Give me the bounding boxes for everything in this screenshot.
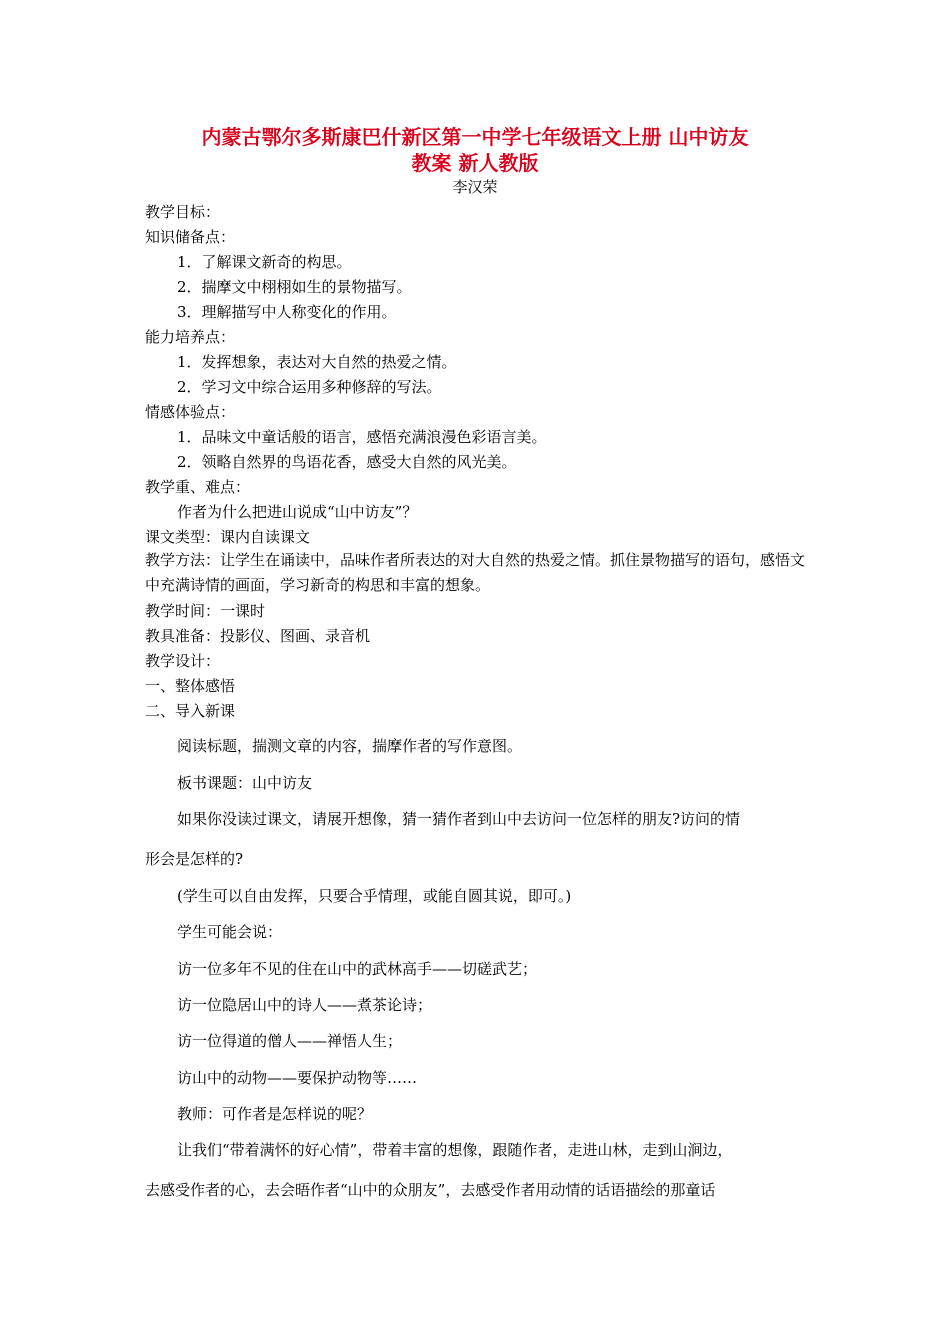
document-title-line1: 内蒙古鄂尔多斯康巴什新区第一中学七年级语文上册 山中访友	[201, 125, 749, 149]
lesson-type: 课文类型：课内自读课文	[145, 528, 311, 546]
knowledge-item: 2．揣摩文中栩栩如生的景物描写。	[177, 278, 412, 296]
body-paragraph: 访一位隐居山中的诗人——煮茶论诗；	[177, 996, 433, 1014]
document-title-line2: 教案 新人教版	[411, 151, 539, 175]
teaching-design: 教学设计：	[145, 652, 221, 670]
ability-item: 2．学习文中综合运用多种修辞的写法。	[177, 378, 442, 396]
key-points-heading: 教学重、难点：	[145, 478, 251, 496]
body-paragraph: 学生可能会说：	[177, 923, 283, 941]
key-question: 作者为什么把进山说成“山中访友”？	[177, 503, 418, 521]
teaching-tools: 教具准备：投影仪、图画、录音机	[145, 627, 371, 645]
step-two: 二、导入新课	[145, 702, 236, 720]
body-paragraph-continued: 形会是怎样的?	[145, 850, 244, 868]
ability-item: 1．发挥想象，表达对大自然的热爱之情。	[177, 353, 457, 371]
objectives-heading: 教学目标：	[145, 203, 221, 221]
teaching-method: 教学方法：让学生在诵读中，品味作者所表达的对大自然的热爱之情。抓住景物描写的语句，感悟文中充满诗情的画面，学习新奇的构思和丰富的想象。	[145, 551, 806, 594]
body-paragraph-continued: 去感受作者的心，去会晤作者“山中的众朋友”，去感受作者用动情的话语描绘的那童话	[145, 1181, 716, 1199]
author-name: 李汉荣	[452, 178, 498, 196]
knowledge-item: 1．了解课文新奇的构思。	[177, 253, 352, 271]
body-paragraph: 如果你没读过课文，请展开想像，猜一猜作者到山中去访问一位怎样的朋友?访问的情	[177, 810, 741, 828]
emotion-heading: 情感体验点：	[145, 403, 236, 421]
body-paragraph: 板书课题：山中访友	[177, 774, 313, 792]
body-paragraph: 访山中的动物——要保护动物等……	[177, 1069, 418, 1087]
body-paragraph: (学生可以自由发挥，只要合乎情理，或能自圆其说，即可。)	[177, 887, 572, 905]
teaching-time: 教学时间：一课时	[145, 602, 266, 620]
body-paragraph: 访一位得道的僧人——禅悟人生；	[177, 1032, 403, 1050]
body-paragraph: 访一位多年不见的住在山中的武林高手——切磋武艺；	[177, 960, 538, 978]
body-paragraph: 让我们“带着满怀的好心情”，带着丰富的想像，跟随作者，走进山林，走到山涧边，	[177, 1141, 733, 1159]
body-paragraph: 阅读标题，揣测文章的内容，揣摩作者的写作意图。	[177, 737, 523, 755]
emotion-item: 1．品味文中童话般的语言，感悟充满浪漫色彩语言美。	[177, 428, 547, 446]
step-one: 一、整体感悟	[145, 677, 236, 695]
knowledge-item: 3．理解描写中人称变化的作用。	[177, 303, 397, 321]
emotion-item: 2．领略自然界的鸟语花香，感受大自然的风光美。	[177, 453, 517, 471]
body-paragraph: 教师：可作者是怎样说的呢？	[177, 1105, 373, 1123]
knowledge-heading: 知识储备点：	[145, 228, 236, 246]
ability-heading: 能力培养点：	[145, 328, 236, 346]
